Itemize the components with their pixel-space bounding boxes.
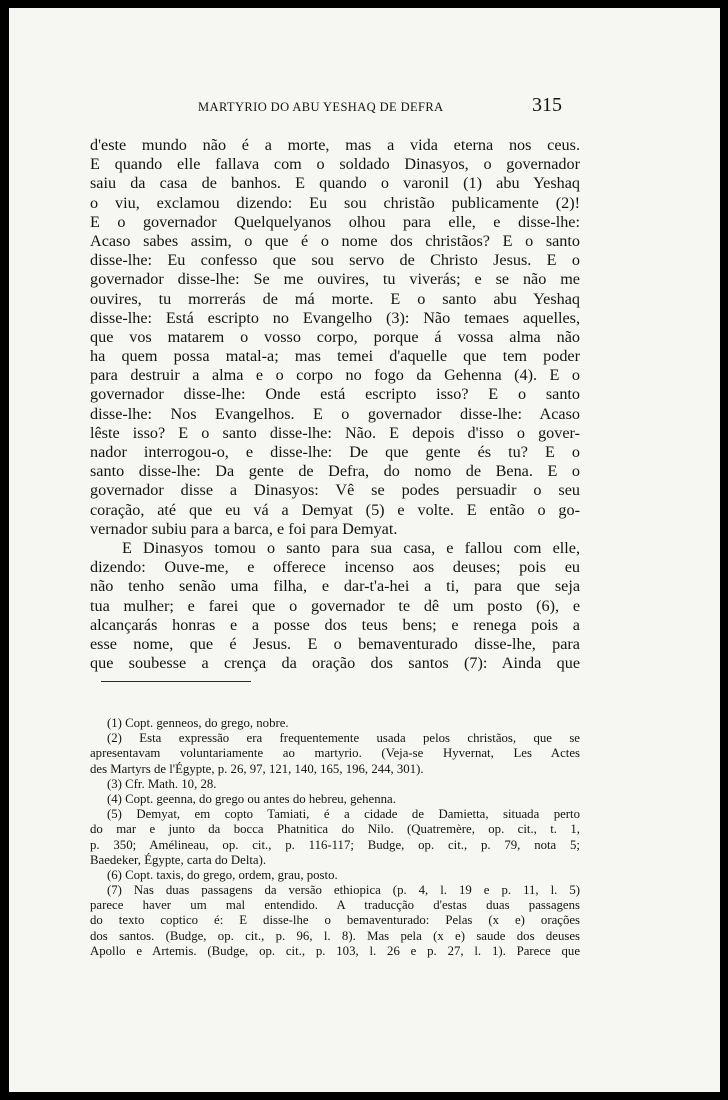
text-line: saiu da casa de banhos. E quando o varonil (1) abu Yeshaq bbox=[90, 174, 580, 193]
footnote-line: (5) Demyat, em copto Tamiati, é a cidade de Damietta, situada perto bbox=[107, 807, 580, 822]
text-line: vernador subiu para a barca, e foi para Demyat. bbox=[90, 519, 398, 538]
text-line: Acaso sabes assim, o que é o nome dos christãos? E o santo bbox=[90, 231, 580, 250]
footnote-line: parece haver um mal entendido. A traducção d'estas duas passagens bbox=[90, 898, 580, 913]
text-line: tua mulher; e farei que o governador te dê um posto (6), e bbox=[90, 596, 580, 615]
text-line: E quando elle fallava com o soldado Dinasyos, o governador bbox=[90, 155, 580, 174]
text-line: não tenho senão uma filha, e dar-t'a-hei a ti, para que seja bbox=[90, 577, 580, 596]
footnote-line: (7) Nas duas passagens da versão ethiopica (p. 4, l. 19 e p. 11, l. 5) bbox=[107, 883, 580, 898]
paragraph-start-line: E Dinasyos tomou o santo para sua casa, e fallou com elle, bbox=[122, 538, 580, 557]
footnote-line: (3) Cfr. Math. 10, 28. bbox=[107, 776, 217, 791]
text-line: governador disse a Dinasyos: Vê se podes persuadir o seu bbox=[90, 481, 580, 500]
footnote-line: (2) Esta expressão era frequentemente usada pelos christãos, que se bbox=[107, 731, 580, 746]
text-line: santo disse-lhe: Da gente de Defra, do nomo de Bena. E o bbox=[90, 462, 580, 481]
running-title: MARTYRIO DO ABU YESHAQ DE DEFRA bbox=[198, 100, 444, 114]
footnote-line: Baedeker, Égypte, carta do Delta). bbox=[90, 852, 267, 867]
text-line: disse-lhe: Nos Evangelhos. E o governador disse-lhe: Acaso bbox=[90, 404, 580, 423]
text-line: ouvires, tu morrerás de má morte. E o santo abu Yeshaq bbox=[90, 289, 580, 308]
footnote-line: Apollo e Artemis. (Budge, op. cit., p. 103, l. 26 e p. 27, l. 1). Parece que bbox=[90, 943, 580, 958]
text-line: ha quem possa matal-a; mas temei d'aquelle que tem poder bbox=[90, 347, 580, 366]
text-line: esse nome, que é Jesus. E o bemaventurado disse-lhe, para bbox=[90, 634, 580, 653]
text-line: dizendo: Ouve-me, e offerece incenso aos deuses; pois eu bbox=[90, 558, 580, 577]
footnote-line: des Martyrs de l'Égypte, p. 26, 97, 121, 140, 165, 196, 244, 301). bbox=[90, 761, 424, 776]
text-line: alcançarás honras e a posse dos teus bens; e renega pois a bbox=[90, 615, 580, 634]
footnote-line: (6) Copt. taxis, do grego, ordem, grau, posto. bbox=[107, 867, 338, 882]
footnotes bbox=[90, 716, 580, 959]
text-line: que vos matarem o vosso corpo, porque á vossa alma não bbox=[90, 327, 580, 346]
footnote-line: (1) Copt. genneos, do grego, nobre. bbox=[107, 716, 289, 730]
footnote-line: p. 350; Amélineau, op. cit., p. 116-117; Budge, op. cit., p. 79, nota 5; bbox=[90, 837, 580, 852]
text-line: lêste isso? E o santo disse-lhe: Não. E depois d'isso o gover- bbox=[90, 423, 580, 442]
page-header bbox=[9, 94, 720, 120]
text-line: o viu, exclamou dizendo: Eu sou christão publicamente (2)! bbox=[90, 193, 580, 212]
footnote-line: (4) Copt. geenna, do grego ou antes do hebreu, gehenna. bbox=[107, 791, 396, 806]
page-number: 315 bbox=[532, 94, 562, 116]
text-line: coração, até que eu vá a Demyat (5) e volte. E então o go- bbox=[90, 500, 580, 519]
text-line: d'este mundo não é a morte, mas a vida eterna nos ceus. bbox=[90, 136, 580, 154]
text-line: E o governador Quelquelyanos olhou para elle, e disse-lhe: bbox=[90, 212, 580, 231]
footnote-divider bbox=[101, 681, 251, 682]
footnote-line: do texto coptico é: E disse-lhe o bemaventurado: Pelas (x e) orações bbox=[90, 913, 580, 928]
footnote-line: apresentavam voluntariamente ao martyrio. (Veja-se Hyvernat, Les Actes bbox=[90, 746, 580, 761]
text-line: governador disse-lhe: Se me ouvires, tu viverás; e se não me bbox=[90, 270, 580, 289]
text-line: para destruir a alma e o corpo no fogo da Gehenna (4). E o bbox=[90, 366, 580, 385]
footnote-line: do mar e junto da bocca Phatnitica do Nilo. (Quatremère, op. cit., t. 1, bbox=[90, 822, 580, 837]
text-line: disse-lhe: Eu confesso que sou servo de Christo Jesus. E o bbox=[90, 251, 580, 270]
main-text bbox=[90, 136, 580, 673]
text-line: que soubesse a crença da oração dos santos (7): Ainda que bbox=[90, 654, 580, 673]
footnote-line: dos santos. (Budge, op. cit., p. 96, l. 8). Mas pela (x e) saude dos deuses bbox=[90, 928, 580, 943]
book-page bbox=[9, 8, 720, 1092]
text-line: nador interrogou-o, e disse-lhe: De que gente és tu? E o bbox=[90, 443, 580, 461]
text-line: governador disse-lhe: Onde está escripto isso? E o santo bbox=[90, 385, 580, 404]
text-line: disse-lhe: Está escripto no Evangelho (3): Não temaes aquelles, bbox=[90, 308, 580, 327]
